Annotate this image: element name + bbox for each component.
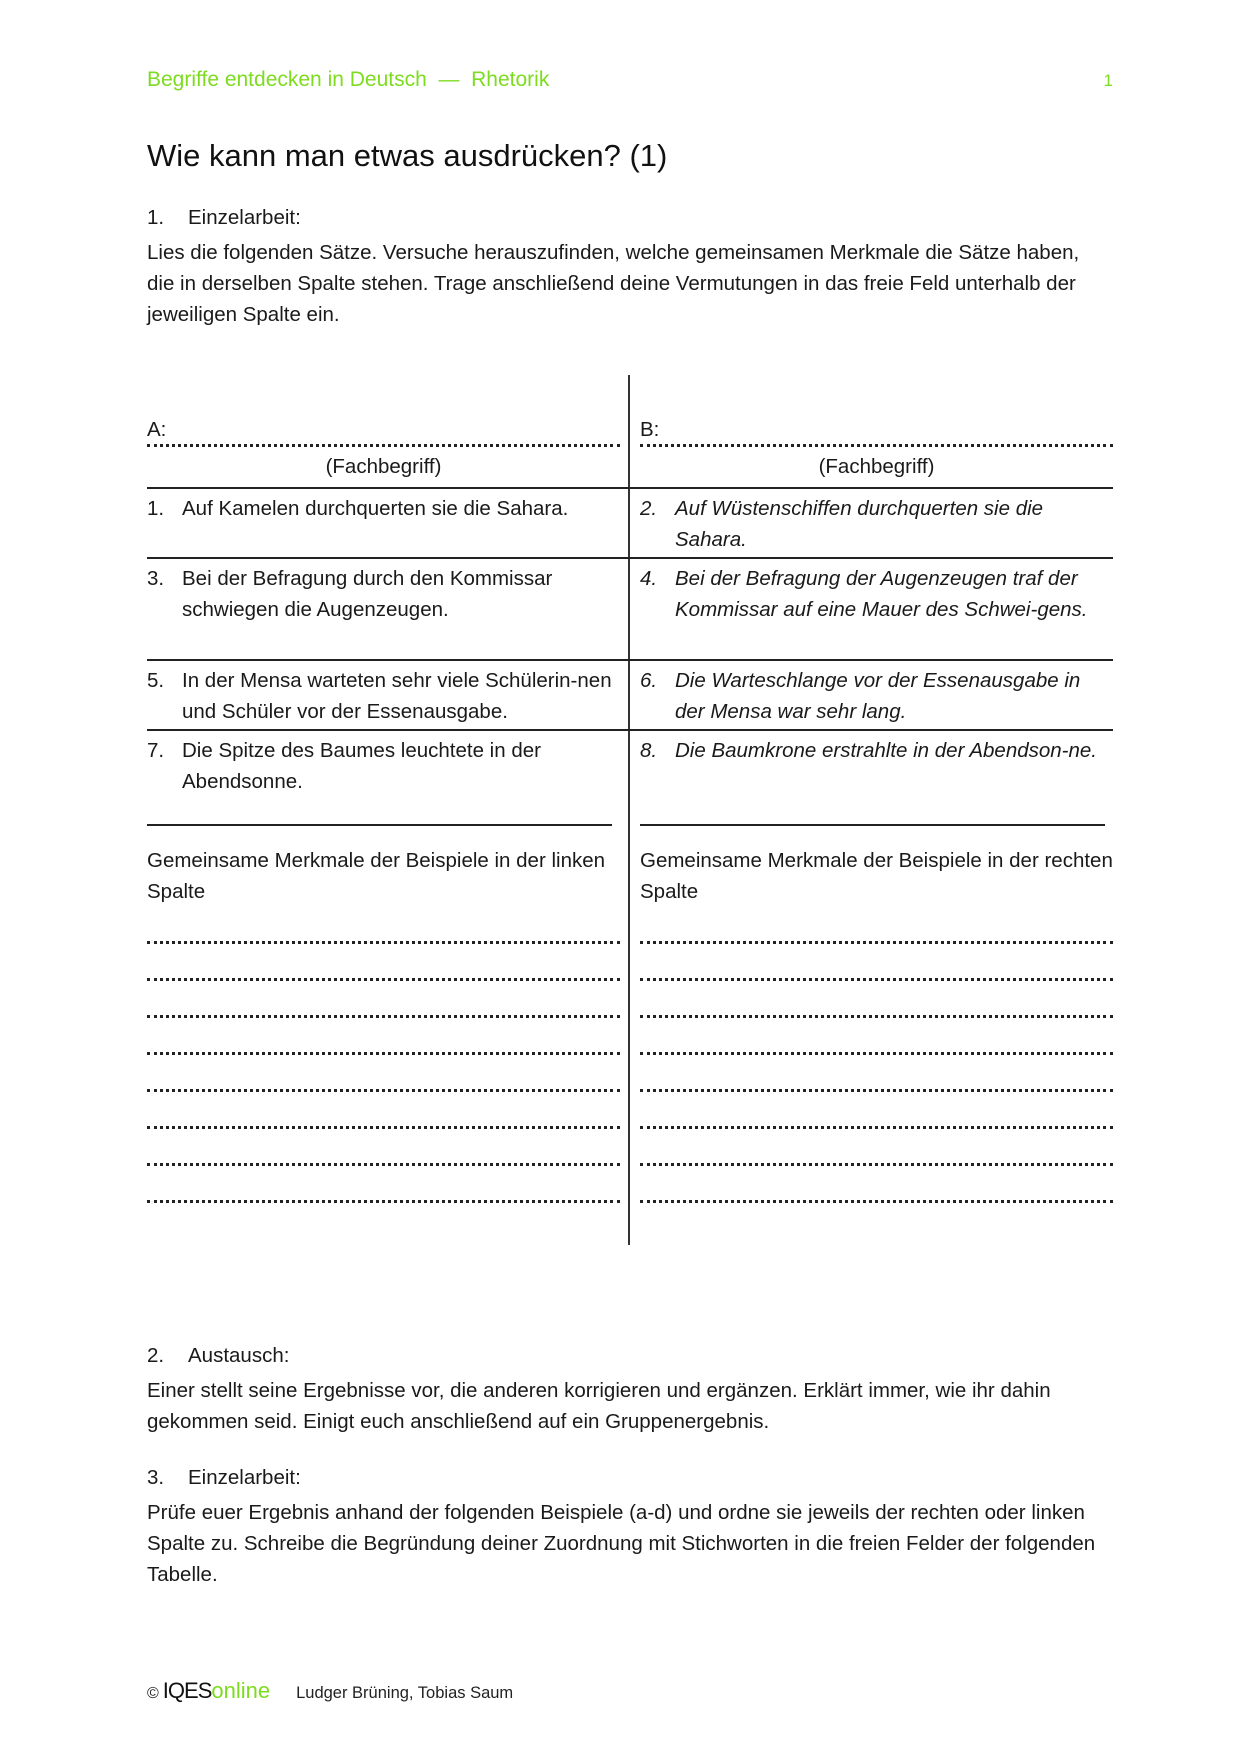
rule [147,824,612,826]
rule [628,487,1113,489]
rule [147,487,628,489]
task-instructions: Lies die folgenden Sätze. Versuche herauszufinden, welche gemeinsamen Merkmale die Sätze haben, die in derselben Spalte stehen. Trage anschließend deine Vermutungen in das freie Feld unterhalb der jeweiligen Spalte ein. [147,241,1080,326]
task-instructions: Prüfe euer Ergebnis anhand der folgenden Beispiele (a-d) und ordne sie jeweils der rechten oder linken Spalte zu. Schreibe die Begründung deiner Zuordnung mit Stichworten in die freien Felder der folgenden Tabelle. [147,1501,1096,1586]
task-instructions: Einer stellt seine Ergebnisse vor, die anderen korrigieren und ergänzen. Erklärt immer, wie ihr dahin gekommen seid. Einigt euch anschließend auf ein Gruppenergebnis. [147,1379,1051,1433]
example-sentence: 6. Die Warteschlange vor der Essenausgabe in der Mensa war sehr lang. [640,669,1081,723]
answer-line[interactable] [147,1126,620,1129]
answer-line[interactable] [147,1089,620,1092]
task-2 [147,1340,1113,1437]
task-3 [147,1462,1113,1590]
page-header [147,68,1113,98]
example-sentence: 1. Auf Kamelen durchquerten sie die Sahara. [147,497,569,520]
example-sentence: 8. Die Baumkrone erstrahlte in der Abendson-ne. [640,739,1098,762]
example-sentence: 2. Auf Wüstenschiffen durchquerten sie die Sahara. [640,497,1044,551]
task-number: 2. [147,1344,165,1367]
term-hint: (Fachbegriff) [818,455,935,478]
column-b [640,375,1113,1245]
answer-line[interactable] [640,1089,1113,1092]
column-label: A: [147,418,167,441]
answer-line[interactable] [640,1052,1113,1055]
rule [628,557,1113,559]
term-input-line[interactable] [640,444,1113,447]
task-heading: Austausch: [188,1344,290,1367]
task-number: 3. [147,1466,165,1489]
copyright-icon: © [147,1685,159,1702]
example-sentence: 4. Bei der Befragung der Augenzeugen traf der Kommissar auf eine Mauer des Schwei-gens. [640,567,1088,621]
answer-line[interactable] [640,1015,1113,1018]
brand-logo-suffix: online [211,1678,271,1703]
answer-line[interactable] [147,941,620,944]
worksheet-table [147,375,1113,1245]
answer-line[interactable] [640,1163,1113,1166]
answer-line[interactable] [147,1015,620,1018]
page-number: 1 [1103,71,1113,90]
column-divider [628,375,630,1245]
rule [640,824,1105,826]
page-title: Wie kann man etwas ausdrücken? (1) [147,138,668,173]
answer-line[interactable] [640,1126,1113,1129]
answer-line[interactable] [147,1163,620,1166]
answer-line[interactable] [147,1200,620,1203]
subject-breadcrumb: Begriffe entdecken in Deutsch — Rhetorik [147,68,550,91]
common-features-label: Gemeinsame Merkmale der Beispiele in der rechten Spalte [640,849,1113,903]
answer-line[interactable] [640,978,1113,981]
column-label: B: [640,418,660,441]
task-heading: Einzelarbeit: [188,206,301,229]
rule [628,659,1113,661]
rule [147,729,628,731]
example-sentence: 5. In der Mensa warteten sehr viele Schülerin-nen und Schüler vor der Essenausgabe. [147,669,612,723]
task-heading: Einzelarbeit: [188,1466,301,1489]
common-features-label: Gemeinsame Merkmale der Beispiele in der linken Spalte [147,849,606,903]
rule [628,729,1113,731]
rule [147,557,628,559]
rule [147,659,628,661]
column-a [147,375,620,1245]
term-input-line[interactable] [147,444,620,447]
task-1 [147,202,1113,330]
authors: Ludger Brüning, Tobias Saum [296,1684,514,1702]
answer-line[interactable] [147,1052,620,1055]
example-sentence: 3. Bei der Befragung durch den Kommissar schwiegen die Augenzeugen. [147,567,553,621]
answer-line[interactable] [147,978,620,981]
example-sentence: 7. Die Spitze des Baumes leuchtete in der Abendsonne. [147,739,541,793]
answer-line[interactable] [640,1200,1113,1203]
brand-logo: IQES [162,1678,212,1703]
task-number: 1. [147,206,165,229]
page-footer [147,1678,513,1704]
term-hint: (Fachbegriff) [325,455,442,478]
answer-line[interactable] [640,941,1113,944]
